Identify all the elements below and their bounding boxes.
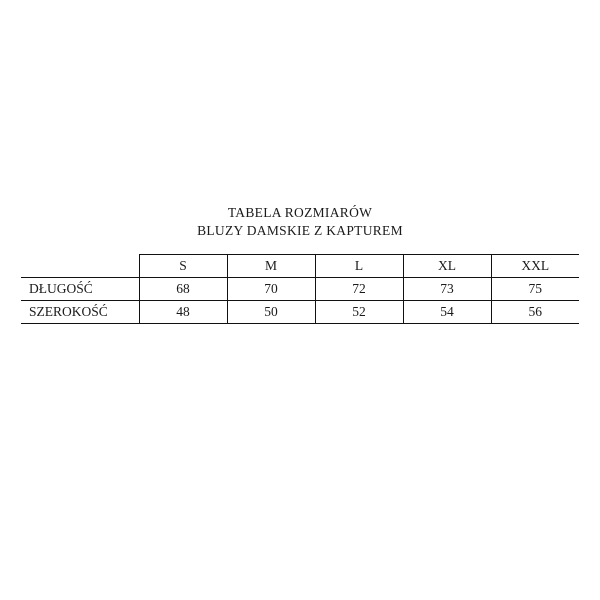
column-header-s: S — [139, 255, 227, 278]
page-title — [0, 204, 600, 240]
cell-dlugosc-s: 68 — [139, 278, 227, 301]
table-row — [21, 301, 579, 324]
column-header-l: L — [315, 255, 403, 278]
cell-dlugosc-l: 72 — [315, 278, 403, 301]
column-header-m: M — [227, 255, 315, 278]
cell-szerokosc-l: 52 — [315, 301, 403, 324]
cell-dlugosc-xxl: 75 — [491, 278, 579, 301]
size-table — [21, 254, 579, 324]
table-body — [21, 278, 579, 324]
table-header-row — [21, 255, 579, 278]
table-header — [21, 255, 579, 278]
title-line-2: BLUZY DAMSKIE Z KAPTUREM — [197, 223, 403, 239]
cell-szerokosc-xl: 54 — [403, 301, 491, 324]
column-header-xl: XL — [403, 255, 491, 278]
cell-szerokosc-xxl: 56 — [491, 301, 579, 324]
cell-szerokosc-s: 48 — [139, 301, 227, 324]
cell-dlugosc-m: 70 — [227, 278, 315, 301]
column-header-xxl: XXL — [491, 255, 579, 278]
row-label-dlugosc: DŁUGOŚĆ — [21, 278, 139, 301]
cell-dlugosc-xl: 73 — [403, 278, 491, 301]
table-row — [21, 278, 579, 301]
row-label-szerokosc: SZEROKOŚĆ — [21, 301, 139, 324]
title-line-1: TABELA ROZMIARÓW — [227, 205, 373, 220]
cell-szerokosc-m: 50 — [227, 301, 315, 324]
table-corner-cell — [21, 255, 139, 278]
